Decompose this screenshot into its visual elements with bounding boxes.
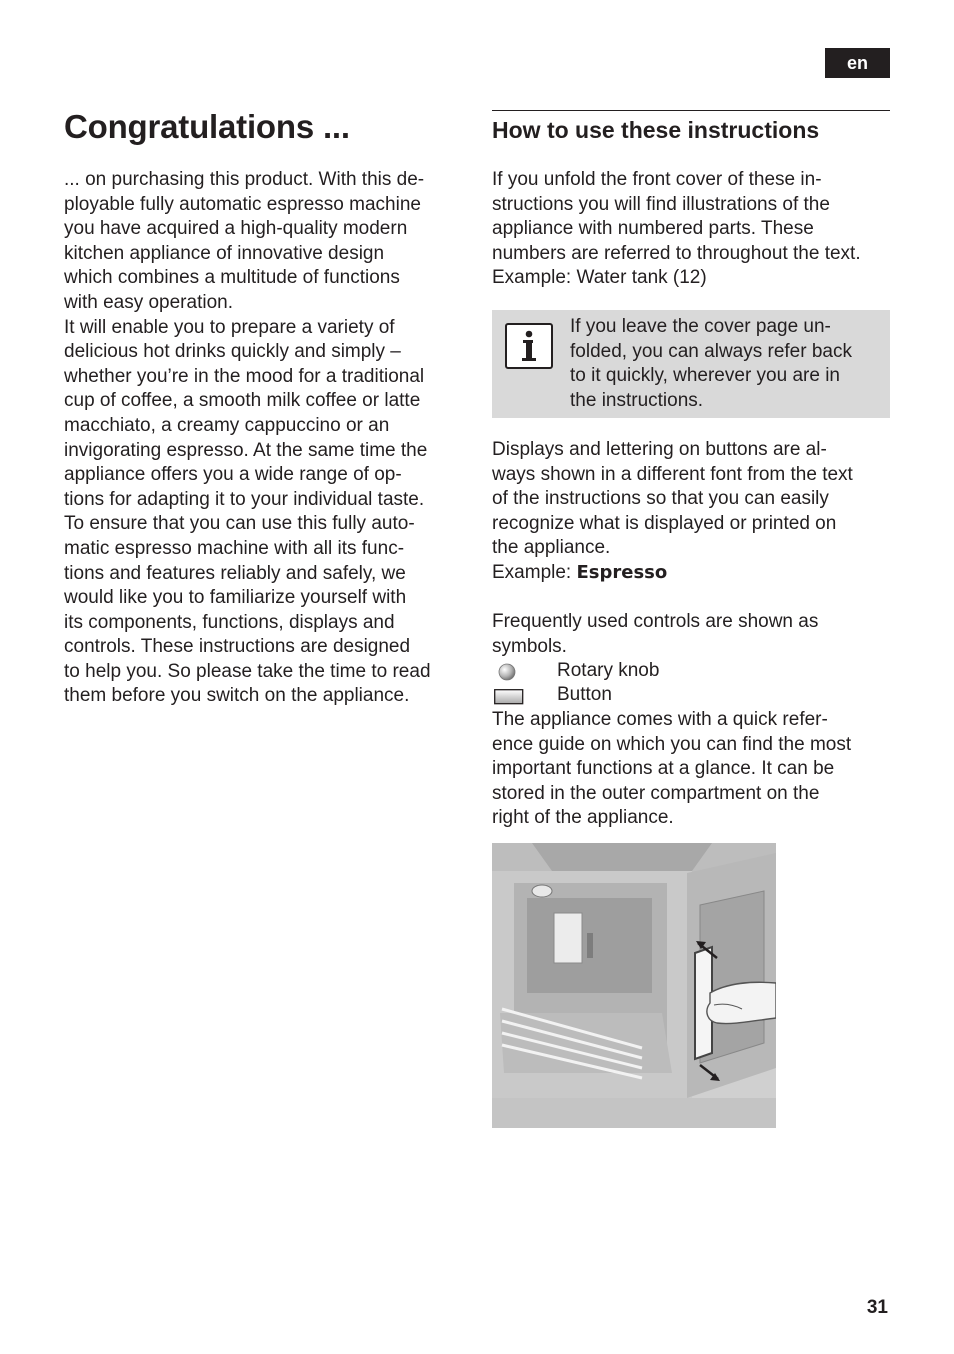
text-line: right of the appliance. [492, 807, 674, 829]
symbol-row-rotary-knob [492, 659, 892, 684]
intro-text-column [64, 168, 464, 709]
display-paragraph [492, 438, 892, 586]
text-line: appliance offers you a wide range of op- [64, 464, 402, 486]
display-font-example: Espresso [576, 561, 668, 583]
section-divider [492, 110, 890, 111]
text-line: with easy operation. [64, 291, 233, 313]
text-line: folded, you can always refer back [570, 340, 852, 362]
text-line: tions for adapting it to your individual taste. [64, 488, 425, 510]
text-line: ... on purchasing this product. With this de- [64, 169, 425, 190]
text-line: ence guide on which you can find the most [492, 733, 852, 755]
text-line: symbols. [492, 635, 567, 657]
quick-guide-paragraph [492, 708, 892, 831]
text-line: the instructions. [570, 389, 704, 411]
text-line: would like you to familiarize yourself with [64, 587, 407, 609]
text-line: its components, functions, displays and [64, 611, 395, 633]
page-number: 31 [866, 1297, 888, 1318]
text-line: the appliance. [492, 537, 611, 559]
quick-reference-guide-illustration [492, 843, 776, 1128]
text-line: to it quickly, wherever you are in [570, 365, 840, 387]
example-prefix: Example: [492, 561, 577, 583]
symbol-row-button [492, 683, 892, 708]
text-line: you have acquired a high-quality modern [64, 218, 408, 240]
text-line: macchiato, a creamy cappuccino or an [64, 414, 390, 436]
text-line: matic espresso machine with all its func- [64, 537, 405, 559]
text-line: The appliance comes with a quick refer- [492, 709, 828, 730]
text-line: kitchen appliance of innovative design [64, 242, 385, 264]
text-line: controls. These instructions are designed [64, 636, 411, 658]
text-line: If you leave the cover page un- [570, 316, 831, 337]
language-badge: en [825, 48, 890, 78]
intro-paragraph [492, 168, 892, 291]
rotary-knob-label: Rotary knob [557, 660, 660, 681]
text-line: Example: Water tank (12) [492, 267, 707, 289]
text-line: which combines a multitude of functions [64, 267, 400, 289]
page-title: Congratulations ... [64, 108, 350, 145]
text-line: delicious hot drinks quickly and simply – [64, 341, 401, 363]
text-line: cup of coffee, a smooth milk coffee or latte [64, 390, 421, 412]
text-line: Displays and lettering on buttons are al- [492, 439, 827, 460]
text-line: important functions at a glance. It can be [492, 758, 835, 780]
text-line: tions and features reliably and safely, we [64, 562, 406, 584]
text-line: to help you. So please take the time to read [64, 660, 431, 682]
example-line [492, 561, 892, 586]
text-line: If you unfold the front cover of these in- [492, 169, 822, 190]
text-line: ways shown in a different font from the text [492, 463, 853, 485]
text-line: structions you will find illustrations of the [492, 193, 830, 215]
text-line: It will enable you to prepare a variety of [64, 316, 395, 338]
info-note-text [570, 315, 888, 413]
text-line: stored in the outer compartment on the [492, 782, 820, 804]
button-label: Button [557, 684, 612, 705]
symbols-paragraph [492, 610, 892, 659]
text-line: invigorating espresso. At the same time the [64, 439, 428, 461]
text-line: appliance with numbered parts. These [492, 218, 814, 240]
text-line: To ensure that you can use this fully auto- [64, 513, 415, 535]
info-icon [505, 323, 553, 369]
text-line: numbers are referred to throughout the text. [492, 242, 861, 264]
text-line: whether you’re in the mood for a traditional [64, 365, 425, 387]
text-line: Frequently used controls are shown as [492, 611, 819, 632]
text-line: recognize what is displayed or printed on [492, 512, 837, 534]
info-note-box [492, 310, 890, 418]
text-line: them before you switch on the appliance. [64, 685, 410, 707]
text-line: ployable fully automatic espresso machine [64, 193, 421, 215]
text-line: of the instructions so that you can easily [492, 488, 829, 510]
section-title: How to use these instructions [492, 117, 820, 143]
